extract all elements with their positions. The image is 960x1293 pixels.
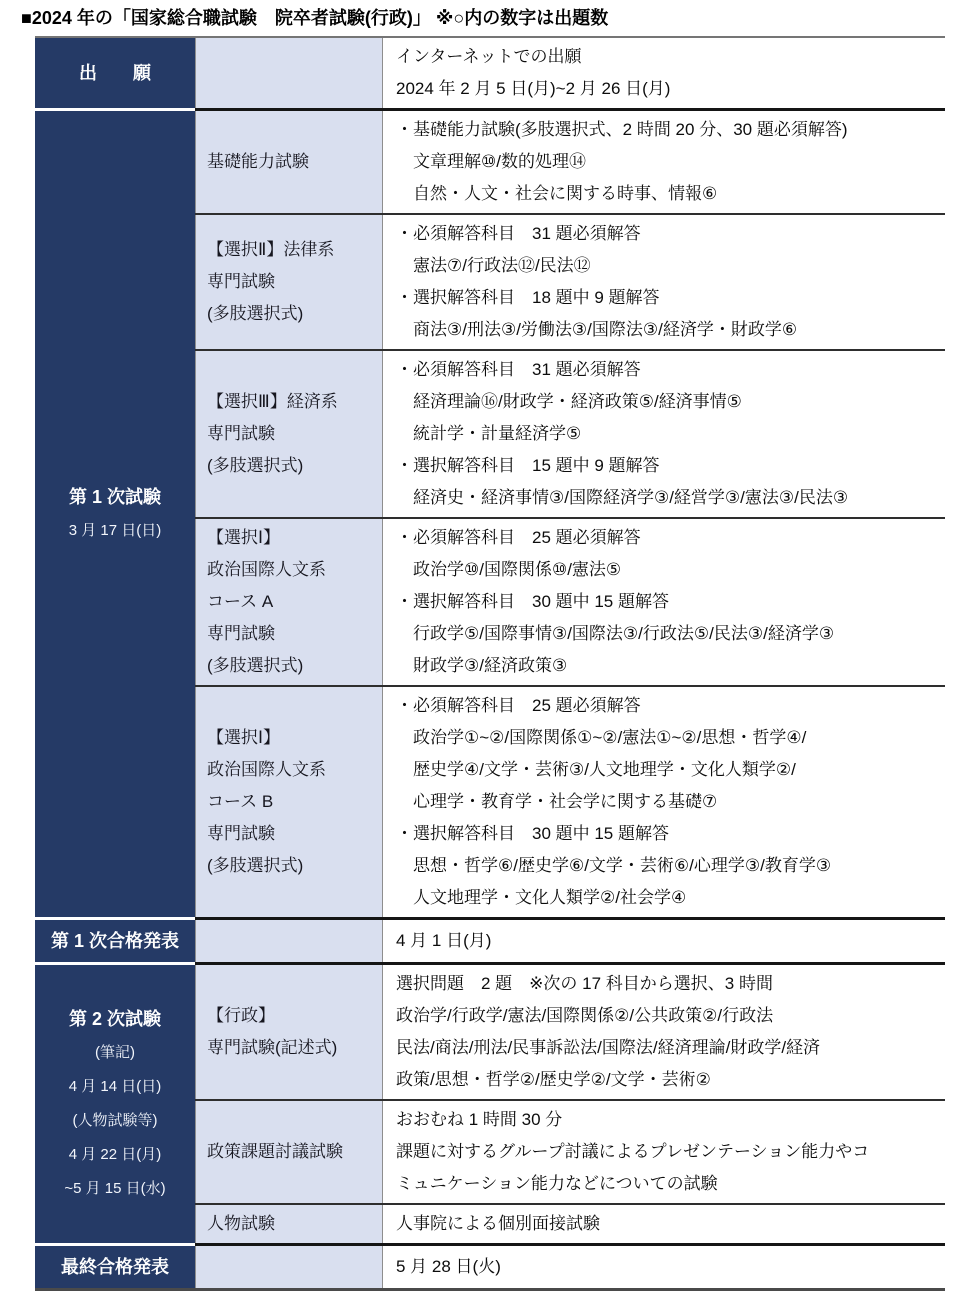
detail-line: ・選択解答科目 30 題中 15 題解答 bbox=[396, 592, 669, 611]
category-cell bbox=[195, 1101, 383, 1203]
category-label: 政策課題討議試験 bbox=[207, 1142, 343, 1161]
detail-line: 選択問題 2 題 ※次の 17 科目から選択、3 時間 bbox=[396, 974, 773, 993]
category-label: 【選択Ⅰ】 bbox=[207, 728, 281, 747]
group-rows bbox=[195, 917, 945, 962]
category-label: 専門試験 bbox=[207, 824, 275, 843]
detail-cell bbox=[383, 1205, 945, 1243]
category-label: (多肢選択式) bbox=[207, 456, 304, 475]
group-rows bbox=[195, 38, 945, 108]
category-label: 人物試験 bbox=[207, 1214, 275, 1233]
row-group-second-exam bbox=[35, 962, 945, 1243]
detail-line: ・選択解答科目 15 題中 9 題解答 bbox=[396, 456, 660, 475]
detail-cell bbox=[383, 111, 945, 213]
category-label: 【選択Ⅰ】 bbox=[207, 528, 281, 547]
table-row bbox=[195, 685, 945, 917]
category-label: 専門試験 bbox=[207, 424, 275, 443]
detail-cell bbox=[383, 687, 945, 917]
detail-cell bbox=[383, 965, 945, 1099]
table-row bbox=[195, 965, 945, 1099]
table-row bbox=[195, 1246, 945, 1288]
detail-line: 憲法⑦/行政法⑫/民法⑫ bbox=[396, 256, 591, 275]
category-cell bbox=[195, 111, 383, 213]
table-row bbox=[195, 1203, 945, 1243]
table-row bbox=[195, 517, 945, 685]
category-label: 政治国際人文系 bbox=[207, 560, 326, 579]
stage-sub-label: 4 月 22 日(月) bbox=[68, 1146, 162, 1163]
category-label: 【行政】 bbox=[207, 1006, 275, 1025]
detail-line: 思想・哲学⑥/歴史学⑥/文学・芸術⑥/心理学③/教育学③ bbox=[396, 856, 832, 875]
category-cell bbox=[195, 687, 383, 917]
detail-line: おおむね 1 時間 30 分 bbox=[396, 1110, 563, 1129]
exam-schedule-table bbox=[35, 36, 945, 1291]
table-row bbox=[195, 349, 945, 517]
detail-line: ・選択解答科目 18 題中 9 題解答 bbox=[396, 288, 660, 307]
group-rows bbox=[195, 962, 945, 1243]
detail-line: 統計学・計量経済学⑤ bbox=[396, 424, 582, 443]
category-cell bbox=[195, 351, 383, 517]
stage-sub-label: 4 月 14 日(日) bbox=[68, 1078, 162, 1095]
stage-label: 第 2 次試験 bbox=[68, 1009, 161, 1029]
detail-cell bbox=[383, 351, 945, 517]
stage-sub-label: 3 月 17 日(日) bbox=[68, 522, 162, 539]
category-cell bbox=[195, 1205, 383, 1243]
group-rows bbox=[195, 1243, 945, 1288]
category-cell bbox=[195, 519, 383, 685]
category-label: (多肢選択式) bbox=[207, 856, 304, 875]
group-rows bbox=[195, 108, 945, 917]
category-cell bbox=[195, 920, 383, 962]
detail-line: 経済史・経済事情③/国際経済学③/経営学③/憲法③/民法③ bbox=[396, 488, 849, 507]
stage-sub-label: ~5 月 15 日(水) bbox=[64, 1180, 166, 1197]
category-label: (多肢選択式) bbox=[207, 656, 304, 675]
detail-line: 民法/商法/刑法/民事訴訟法/国際法/経済理論/財政学/経済 bbox=[396, 1038, 821, 1057]
detail-line: 人文地理学・文化人類学②/社会学④ bbox=[396, 888, 687, 907]
row-group-first-pass-announcement bbox=[35, 917, 945, 962]
stage-sub-label: (筆記) bbox=[95, 1044, 135, 1061]
category-cell bbox=[195, 215, 383, 349]
detail-line: 政治学/行政学/憲法/国際関係②/公共政策②/行政法 bbox=[396, 1006, 774, 1025]
detail-line: 文章理解⑩/数的処理⑭ bbox=[396, 152, 586, 171]
detail-line: 2024 年 2 月 5 日(月)~2 月 26 日(月) bbox=[396, 79, 671, 98]
detail-line: 心理学・教育学・社会学に関する基礎⑦ bbox=[396, 792, 718, 811]
detail-line: インターネットでの出願 bbox=[396, 47, 582, 66]
table-row bbox=[195, 1099, 945, 1203]
detail-line: 4 月 1 日(月) bbox=[396, 931, 492, 950]
category-label: 専門試験(記述式) bbox=[207, 1038, 338, 1057]
page bbox=[0, 7, 960, 1291]
detail-line: 行政学⑤/国際事情③/国際法③/行政法⑤/民法③/経済学③ bbox=[396, 624, 835, 643]
detail-line: ・必須解答科目 25 題必須解答 bbox=[396, 528, 641, 547]
table-row bbox=[195, 920, 945, 962]
category-label: (多肢選択式) bbox=[207, 304, 304, 323]
detail-line: ・基礎能力試験(多肢選択式、2 時間 20 分、30 題必須解答) bbox=[396, 120, 848, 139]
row-group-final-announcement bbox=[35, 1243, 945, 1288]
detail-cell bbox=[383, 215, 945, 349]
stage-cell-first-exam bbox=[35, 108, 195, 917]
detail-cell bbox=[383, 920, 945, 962]
stage-sub-label: (人物試験等) bbox=[72, 1112, 158, 1129]
table-row bbox=[195, 111, 945, 213]
detail-cell bbox=[383, 38, 945, 108]
detail-line: ・必須解答科目 25 題必須解答 bbox=[396, 696, 641, 715]
category-label: 専門試験 bbox=[207, 624, 275, 643]
table-row bbox=[195, 213, 945, 349]
category-label: 専門試験 bbox=[207, 272, 275, 291]
category-cell bbox=[195, 1246, 383, 1288]
stage-cell-second-exam bbox=[35, 962, 195, 1243]
detail-cell bbox=[383, 1246, 945, 1288]
stage-label: 第 1 次試験 bbox=[68, 487, 161, 507]
detail-line: 経済理論⑯/財政学・経済政策⑤/経済事情⑤ bbox=[396, 392, 742, 411]
stage-cell-application bbox=[35, 38, 195, 108]
detail-line: 政治学⑩/国際関係⑩/憲法⑤ bbox=[396, 560, 622, 579]
category-label: 【選択Ⅱ】法律系 bbox=[207, 240, 335, 259]
detail-line: 財政学③/経済政策③ bbox=[396, 656, 568, 675]
category-cell bbox=[195, 38, 383, 108]
category-label: 政治国際人文系 bbox=[207, 760, 326, 779]
detail-line: 5 月 28 日(火) bbox=[396, 1257, 501, 1276]
detail-line: 歴史学④/文学・芸術③/人文地理学・文化人類学②/ bbox=[396, 760, 796, 779]
row-group-application bbox=[35, 38, 945, 108]
row-group-first-exam bbox=[35, 108, 945, 917]
detail-line: 商法③/刑法③/労働法③/国際法③/経済学・財政学⑥ bbox=[396, 320, 798, 339]
table-row bbox=[195, 38, 945, 108]
detail-line: 人事院による個別面接試験 bbox=[396, 1214, 600, 1233]
detail-line: 政治学①~②/国際関係①~②/憲法①~②/思想・哲学④/ bbox=[396, 728, 807, 747]
detail-line: ミュニケーション能力などについての試験 bbox=[396, 1174, 718, 1193]
page-title: ■2024 年の「国家総合職試験 院卒者試験(行政)」 ※○内の数字は出題数 bbox=[21, 8, 609, 28]
detail-line: 課題に対するグループ討議によるプレゼンテーション能力やコ bbox=[396, 1142, 870, 1161]
detail-line: ・必須解答科目 31 題必須解答 bbox=[396, 360, 641, 379]
detail-cell bbox=[383, 519, 945, 685]
category-label: 【選択Ⅲ】経済系 bbox=[207, 392, 338, 411]
stage-label: 第 1 次合格発表 bbox=[50, 931, 179, 951]
category-label: コース A bbox=[207, 592, 274, 611]
stage-cell-final-announcement bbox=[35, 1243, 195, 1288]
detail-cell bbox=[383, 1101, 945, 1203]
detail-line: 自然・人文・社会に関する時事、情報⑥ bbox=[396, 184, 718, 203]
stage-cell-first-pass-announcement bbox=[35, 917, 195, 962]
stage-label: 出 願 bbox=[79, 63, 151, 83]
detail-line: ・必須解答科目 31 題必須解答 bbox=[396, 224, 641, 243]
stage-label: 最終合格発表 bbox=[61, 1257, 169, 1277]
detail-line: 政策/思想・哲学②/歴史学②/文学・芸術② bbox=[396, 1070, 711, 1089]
category-label: コース B bbox=[207, 792, 274, 811]
category-cell bbox=[195, 965, 383, 1099]
detail-line: ・選択解答科目 30 題中 15 題解答 bbox=[396, 824, 669, 843]
category-label: 基礎能力試験 bbox=[207, 152, 309, 171]
